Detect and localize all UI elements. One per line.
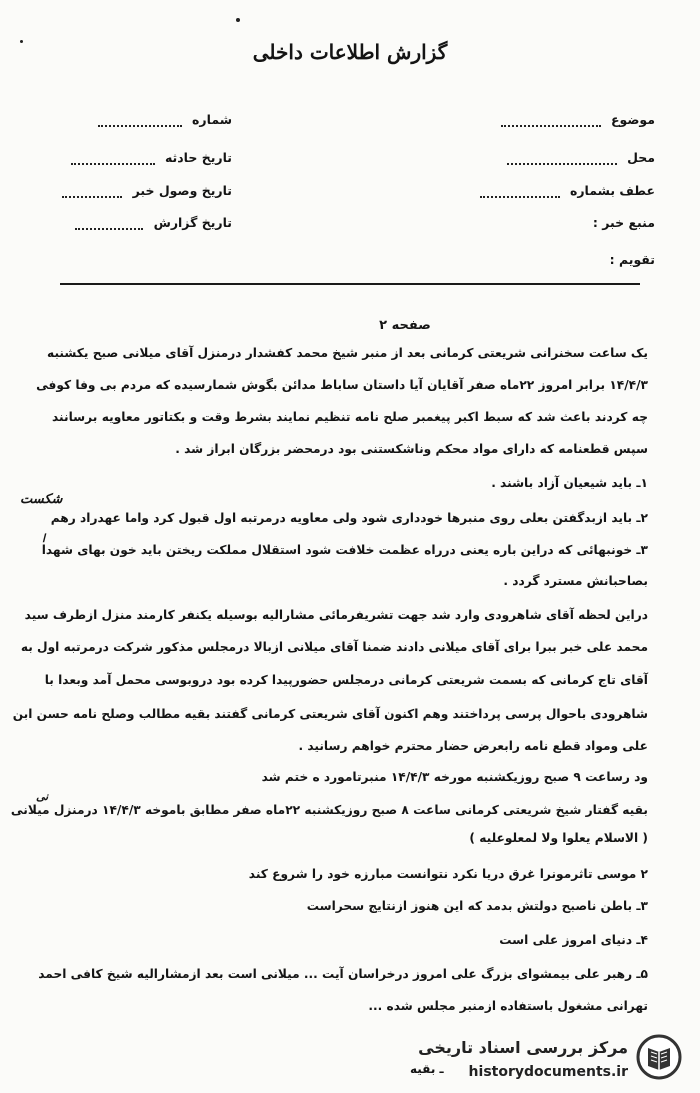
field-label: منبع خبر :: [592, 215, 655, 230]
field-dots: [501, 115, 601, 127]
body-line: ۱ـ باید شیعیان آزاد باشند .: [491, 476, 648, 490]
watermark-url: historydocuments.ir: [468, 1064, 628, 1080]
field-label: موضوع: [610, 112, 655, 127]
watermark: [412, 1030, 690, 1090]
header-divider: [60, 283, 640, 285]
body-line: تهرانی مشغول باستفاده ازمنبر مجلس شده ...: [368, 999, 648, 1013]
body-line: ۵ـ رهبر علی بیمشوای بزرگ علی امروز درخراسان آیت ... میلانی است بعد ازمشارالیه شیخ کافی احمد: [38, 967, 648, 981]
field-dots: [507, 153, 617, 165]
field-label: تاریخ گزارش: [153, 215, 232, 230]
body-line: سپس قطعنامه که دارای مواد محکم وناشکستنی بود درمحضر بزرگان ابراز شد .: [175, 442, 648, 456]
body-line: بقیه گفتار شیخ شریعتی کرمانی ساعت ۸ صبح روزیکشنبه ۲۲ماه صفر مطابق باموخه ۱۴/۴/۳ درمنزل میلانی: [10, 803, 648, 817]
margin-note: ا: [42, 532, 46, 545]
body-line: ۲ موسی تاثرمونرا غرق دریا نکرد نتوانست مبارزه خود را شروع کند: [248, 867, 648, 881]
field-dots: [98, 115, 182, 127]
body-line: ۲ـ باید ازبدگفتن بعلی روی منبرها خودداری شود ولی معاویه درمرتبه اول قبول کرد واما عهدراد رهم: [50, 511, 648, 525]
book-icon: [636, 1034, 682, 1080]
field-label: عطف بشماره: [569, 183, 655, 198]
body-line: دراین لحظه آقای شاهرودی وارد شد جهت تشریفرمائی مشارالیه بوسیله یکنفر کارمند منزل ازطرف سید: [24, 608, 648, 622]
page-number: صفحه ۲: [379, 318, 431, 333]
margin-note: شکست: [20, 492, 63, 507]
field-news-source: [490, 215, 655, 230]
field-calendar: [490, 252, 655, 267]
scan-speck: [236, 18, 240, 22]
field-dots: [480, 186, 560, 198]
body-line: بصاحبانش مسترد گردد .: [503, 574, 648, 588]
body-line: آقای تاج کرمانی که بسمت شریعتی کرمانی درمجلس حضورپیدا کرده بود دروبوسی محمل آمد وبعدا با: [44, 673, 648, 687]
field-label: تاریخ حادثه: [164, 150, 232, 165]
body-line: ود رساعت ۹ صبح روزیکشنبه مورخه ۱۴/۴/۳ منبرتامورد ه ختم شد: [261, 770, 648, 784]
scan-speck: [20, 40, 23, 43]
body-line: ( الاسلام یعلوا ولا لمعلوعلیه ): [469, 831, 648, 845]
field-location: [490, 150, 655, 165]
body-line: ۱۴/۴/۳ برابر امروز ۲۲ماه صفر آقایان آیا داستان ساباط مدائن بگوش شمارسیده که مردم بی وفا کوفی: [36, 378, 648, 392]
body-line: محمد علی خبر ببرا برای آقای میلانی دادند ضمنا آقای میلانی ازبالا درمجلس مذکور شرکت درمرتبه اول به: [20, 640, 648, 654]
footer-fragment: ـ بقیه: [410, 1062, 444, 1076]
body-line: شاهرودی باحوال پرسی پرداختند وهم اکنون آقای شریعتی کرمانی گفتند بقیه مطالب وصلح نامه حسن ابن: [12, 707, 648, 721]
field-dots: [75, 218, 143, 230]
field-label: تاریخ وصول خبر: [132, 183, 232, 198]
field-report-date: [62, 215, 232, 230]
body-line: چه کردند باعث شد که سبط اکبر پیغمبر صلح نامه تنظیم نمایند بشرط وقت و بکتاتور معاویه برسانند: [52, 410, 648, 424]
body-line: ۳ـ باطن ناصبح دولتش بدمد که این هنوز ازنتایج سحراست: [306, 899, 648, 913]
field-number: [62, 112, 232, 127]
watermark-title: مرکز بررسی اسناد تاریخی: [418, 1038, 628, 1057]
body-line: یک ساعت سخنرانی شریعتی کرمانی بعد از منبر شیخ محمد کفشدار درمنزل آقای میلانی صبح یکشنبه: [47, 346, 648, 360]
field-dots: [62, 186, 122, 198]
field-subject: [490, 112, 655, 127]
body-line: ۴ـ دنیای امروز علی است: [499, 933, 648, 947]
field-dots: [71, 153, 155, 165]
body-line: ۳ـ خونبهائی که دراین باره یعنی درراه عظمت خلافت شود استقلال مملکت ریختن باید خون بهای شهدا: [41, 543, 648, 557]
field-label: محل: [627, 150, 655, 165]
document-title: گزارش اطلاعات داخلی: [252, 40, 448, 64]
field-label: تقویم :: [609, 252, 655, 267]
field-news-received-date: [62, 183, 232, 198]
margin-note: نی: [36, 790, 49, 803]
field-incident-date: [62, 150, 232, 165]
field-reference-number: [490, 183, 655, 198]
body-line: علی ومواد قطع نامه رابعرض حضار محترم خواهم رسانید .: [298, 739, 648, 753]
field-label: شماره: [192, 112, 232, 127]
